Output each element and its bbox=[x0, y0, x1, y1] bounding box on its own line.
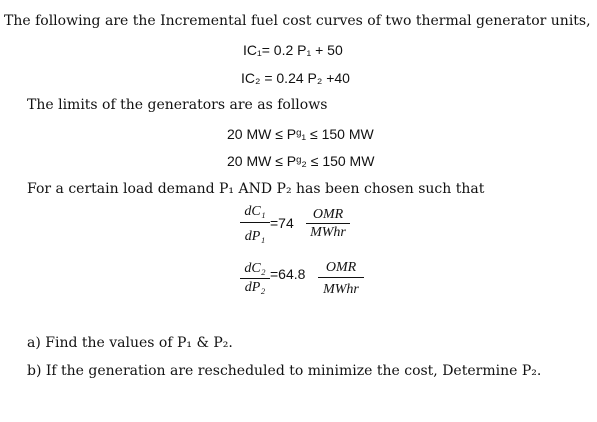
intro-text: The following are the Incremental fuel cost curves of two thermal generator units, bbox=[4, 13, 591, 29]
eq2-numerator: dC₂ bbox=[244, 261, 266, 276]
limit-generator-1: 20 MW ≤ Pᵍ₁ ≤ 150 MW bbox=[227, 126, 374, 142]
eq1-unit-denominator: MWhr bbox=[310, 225, 346, 240]
eq1-denominator: dP₁ bbox=[244, 229, 266, 244]
limits-heading: The limits of the generators are as follows bbox=[27, 97, 328, 113]
eq2-unit-bar bbox=[318, 277, 364, 278]
ic2-equation: IC₂ = 0.24 P₂ +40 bbox=[241, 70, 350, 86]
question-b: b) If the generation are rescheduled to minimize the cost, Determine P₂. bbox=[27, 363, 542, 379]
eq1-unit-numerator: OMR bbox=[312, 207, 344, 222]
eq2-denominator: dP₂ bbox=[244, 280, 266, 295]
load-demand-text: For a certain load demand P₁ AND P₂ has been chosen such that bbox=[27, 181, 485, 197]
eq1-numerator: dC₁ bbox=[244, 204, 266, 219]
eq2-derivative bbox=[240, 261, 270, 296]
eq1-unit-bar bbox=[306, 223, 350, 224]
limit-generator-2: 20 MW ≤ Pᵍ₂ ≤ 150 MW bbox=[227, 153, 375, 169]
eq1-fraction-bar bbox=[240, 222, 270, 223]
eq1-value: =74 bbox=[270, 215, 294, 231]
question-a: a) Find the values of P₁ & P₂. bbox=[27, 335, 233, 351]
eq2-value: =64.8 bbox=[270, 266, 306, 282]
eq2-unit-numerator: OMR bbox=[325, 260, 357, 275]
eq1-derivative bbox=[240, 204, 270, 245]
eq2-unit-denominator: MWhr bbox=[323, 282, 359, 297]
eq2-fraction-bar bbox=[240, 278, 270, 279]
ic1-equation: IC₁= 0.2 P₁ + 50 bbox=[243, 42, 343, 58]
eq1-unit bbox=[306, 207, 350, 241]
eq2-unit bbox=[318, 260, 364, 298]
